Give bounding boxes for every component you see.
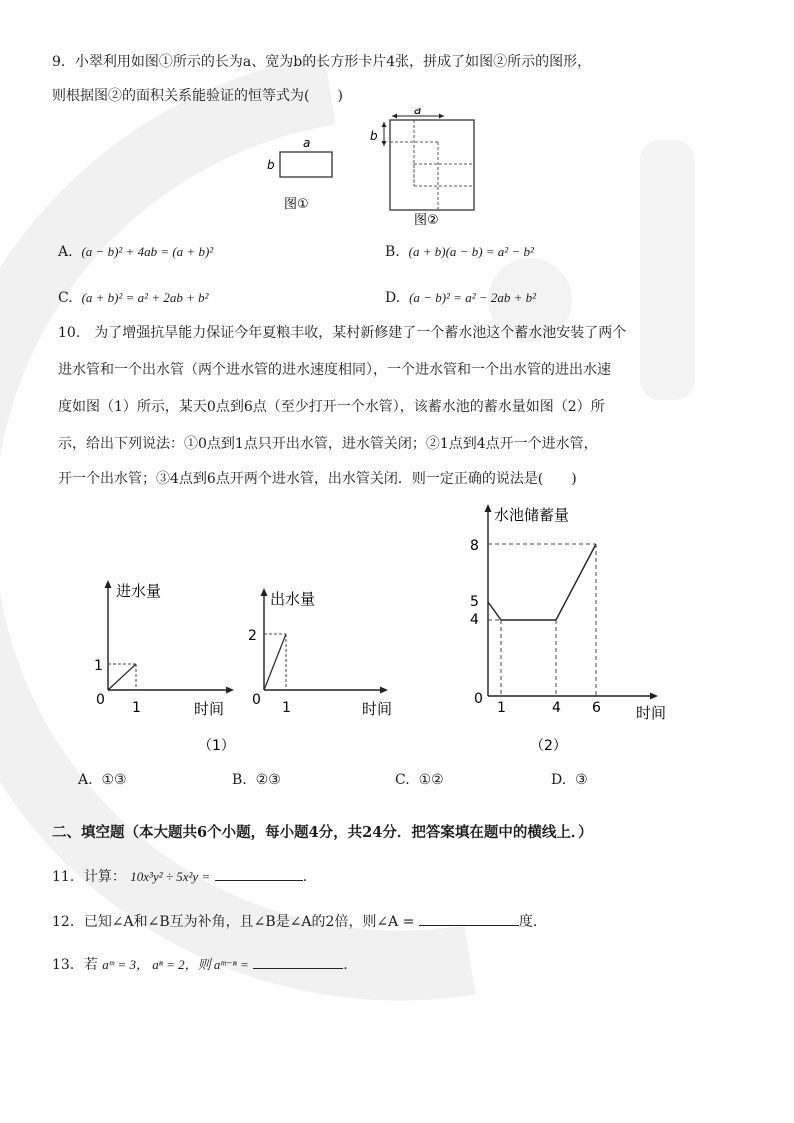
fig1-label-a: a (303, 136, 311, 150)
q13 (52, 954, 348, 975)
option-letter: A. (78, 772, 93, 788)
q10-line-1: 10. 为了增强抗旱能力保证今年夏粮丰收，某村新修建了一个蓄水池这个蓄水池安装了两个 (58, 325, 627, 341)
option-text: (a + b)² = a² + 2ab + b² (81, 290, 209, 305)
inflow-line (108, 664, 136, 690)
option-text: (a − b)² + 4ab = (a + b)² (81, 244, 214, 259)
q9-line2: 则根据图②的面积关系能验证的恒等式为( ) (52, 88, 343, 104)
option-letter: A. (58, 244, 73, 260)
option-letter: C. (395, 772, 410, 788)
q13-expression: aᵐ = 3， aⁿ = 2，则 aᵐ⁻ⁿ = (102, 957, 249, 972)
q11-expression: 10x³y² ÷ 5x²y = (130, 869, 211, 884)
graph-inflow (86, 572, 246, 762)
section-2-title: 二、填空题（本大题共6个小题，每小题4分，共24分．把答案填在题中的横线上．） (52, 824, 593, 841)
outflow-x-label: 时间 (362, 700, 393, 718)
storage-y-tick-4: 4 (470, 612, 479, 628)
q11-suffix: . (302, 869, 308, 885)
option-text: ①③ (101, 772, 127, 788)
q10-line-3: 度如图（1）所示，某天0点到6点（至少打开一个水管），该蓄水池的蓄水量如图（2）所 (58, 399, 605, 415)
option-text: ②③ (255, 772, 281, 788)
inflow-y-tick: 1 (94, 658, 103, 674)
q13-answer-blank[interactable] (253, 954, 343, 969)
outflow-y-tick: 2 (248, 628, 257, 644)
q10-option-d[interactable] (551, 772, 588, 788)
inflow-x-tick: 1 (132, 700, 141, 716)
q11-prefix: 11．计算： (52, 869, 126, 885)
option-letter: B. (385, 244, 400, 260)
storage-y-label: 水池储蓄量 (494, 506, 570, 524)
q10-option-c[interactable] (395, 772, 444, 788)
storage-y-tick-8: 8 (470, 538, 479, 554)
option-text: (a + b)(a − b) = a² − b² (408, 244, 534, 259)
outflow-y-label: 出水量 (270, 590, 316, 608)
q12-answer-blank[interactable] (419, 911, 519, 926)
storage-x-label: 时间 (636, 704, 667, 722)
q10-line-2: 进水管和一个出水管（两个进水管的进水速度相同），一个进水管和一个出水管的进出水速 (58, 362, 611, 378)
rectangle-card (280, 152, 332, 177)
q9-option-a[interactable] (58, 244, 213, 260)
option-text: ①② (418, 772, 444, 788)
storage-x-tick-4: 4 (552, 700, 561, 716)
q12-text: 12．已知∠A和∠B互为补角，且∠B是∠A的2倍，则∠A = (52, 914, 415, 930)
inflow-origin: 0 (96, 692, 105, 708)
outflow-line (264, 634, 286, 690)
option-text: (a − b)² = a² − 2ab + b² (409, 290, 537, 305)
q12 (52, 911, 537, 932)
q11 (52, 866, 307, 887)
outer-square (390, 120, 474, 210)
fig2-label-a: a (414, 108, 422, 117)
option-letter: B. (232, 772, 247, 788)
q10-line-4: 示，给出下列说法：①0点到1点只开出水管，进水管关闭；②1点到4点开一个进水管， (58, 436, 598, 452)
option-letter: D. (551, 772, 567, 788)
storage-x-tick-6: 6 (592, 700, 601, 716)
q9-line1: 9．小翠利用如图①所示的长为a、宽为b的长方形卡片4张，拼成了如图②所示的图形， (52, 54, 592, 70)
graph-storage (466, 498, 686, 760)
q10-option-b[interactable] (232, 772, 281, 788)
q11-answer-blank[interactable] (215, 866, 303, 881)
option-letter: D. (385, 290, 401, 306)
inflow-y-label: 进水量 (116, 582, 162, 600)
graph-caption-2: （2） (530, 738, 567, 754)
q10-option-a[interactable] (78, 772, 127, 788)
graph-caption-1: （1） (198, 738, 235, 754)
q9-option-b[interactable] (385, 244, 534, 260)
option-text: ③ (575, 772, 588, 788)
outflow-x-tick: 1 (282, 700, 291, 716)
fig2-caption: 图② (414, 213, 439, 228)
fig1-caption: 图① (284, 197, 309, 212)
storage-y-tick-5: 5 (470, 594, 479, 610)
storage-origin: 0 (474, 691, 483, 707)
fig1-label-b: b (267, 158, 275, 172)
q9-option-d[interactable] (385, 290, 536, 306)
storage-x-tick-1: 1 (497, 700, 506, 716)
q12-suffix: 度. (518, 914, 538, 930)
q10-line-5: 开一个出水管；③4点到6点开两个进水管，出水管关闭．则一定正确的说法是( ) (58, 471, 577, 487)
q13-suffix: . (343, 957, 348, 973)
q9-figure-1 (258, 130, 348, 214)
outflow-origin: 0 (252, 692, 261, 708)
fig2-label-b: b (370, 129, 378, 143)
q13-prefix: 13．若 (52, 957, 98, 973)
q9-option-c[interactable] (58, 290, 209, 306)
inflow-x-label: 时间 (194, 700, 225, 718)
q9-figure-2 (362, 108, 492, 228)
storage-line (488, 544, 596, 620)
option-letter: C. (58, 290, 73, 306)
graph-outflow (246, 580, 416, 720)
